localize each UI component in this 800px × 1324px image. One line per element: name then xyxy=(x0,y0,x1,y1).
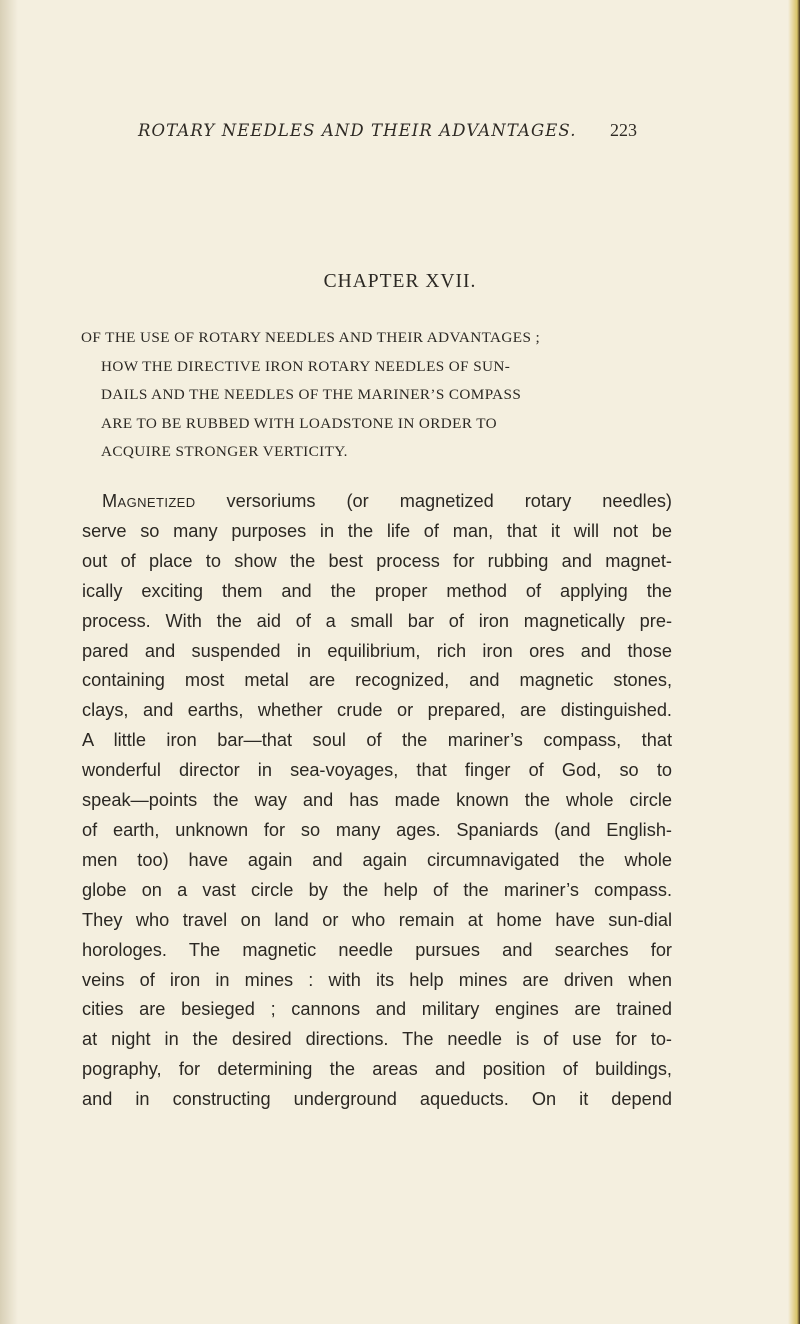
body-line: cities are besieged ; cannons and military engines are trained xyxy=(82,999,672,1020)
body-line: process. With the aid of a small bar of iron magnetically pre- xyxy=(82,610,672,631)
body-line: A little iron bar—that soul of the mariner’s compass, that xyxy=(82,730,672,751)
chapter-summary xyxy=(81,324,681,467)
body-line: wonderful director in sea-voyages, that finger of God, so to xyxy=(82,760,672,781)
body-line: out of place to show the best process for rubbing and magnet- xyxy=(82,550,672,571)
body-line: serve so many purposes in the life of man, that it will not be xyxy=(82,520,672,541)
body-line: pography, for determining the areas and position of buildings, xyxy=(82,1059,672,1080)
page-number: 223 xyxy=(610,120,637,140)
running-head xyxy=(138,121,658,147)
body-line: globe on a vast circle by the help of the mariner’s compass. xyxy=(82,879,672,900)
summary-line: ARE TO BE RUBBED WITH LOADSTONE IN ORDER TO xyxy=(101,414,498,432)
body-line: containing most metal are recognized, and magnetic stones, xyxy=(82,670,672,691)
body-line: clays, and earths, whether crude or prepared, are distinguished. xyxy=(82,700,672,721)
body-line: They who travel on land or who remain at home have sun-dial xyxy=(82,909,672,930)
page-edge xyxy=(788,0,800,1324)
running-head-title: ROTARY NEEDLES AND THEIR ADVANTAGES. xyxy=(138,121,577,140)
summary-line: OF THE USE OF ROTARY NEEDLES AND THEIR ADVANTAGES ; xyxy=(81,329,541,346)
body-line: speak—points the way and has made known the whole circle xyxy=(82,790,672,811)
body-line: pared and suspended in equilibrium, rich iron ores and those xyxy=(82,640,672,661)
page-gutter-shadow xyxy=(0,0,18,1324)
body-first-line-rest: versoriums (or magnetized rotary needles) xyxy=(195,491,672,511)
summary-line: DAILS AND THE NEEDLES OF THE MARINER’S COMPASS xyxy=(101,386,522,404)
body-line: men too) have again and again circumnavigated the whole xyxy=(82,849,672,870)
chapter-heading: CHAPTER XVII. xyxy=(323,271,477,292)
body-line: horologes. The magnetic needle pursues and searches for xyxy=(82,939,672,960)
body-line: ically exciting them and the proper method of applying the xyxy=(82,580,672,601)
body-paragraph xyxy=(82,487,672,1115)
summary-line: ACQUIRE STRONGER VERTICITY. xyxy=(101,443,348,461)
body-line: and in constructing underground aqueducts. On it depend xyxy=(82,1089,672,1110)
body-line: of earth, unknown for so many ages. Spaniards (and English- xyxy=(82,819,672,840)
body-line: at night in the desired directions. The needle is of use for to- xyxy=(82,1029,672,1050)
body-first-word: Magnetized xyxy=(102,491,196,511)
body-line xyxy=(82,487,672,517)
summary-line: HOW THE DIRECTIVE IRON ROTARY NEEDLES OF SUN- xyxy=(101,357,511,375)
body-line: veins of iron in mines : with its help mines are driven when xyxy=(82,969,672,990)
